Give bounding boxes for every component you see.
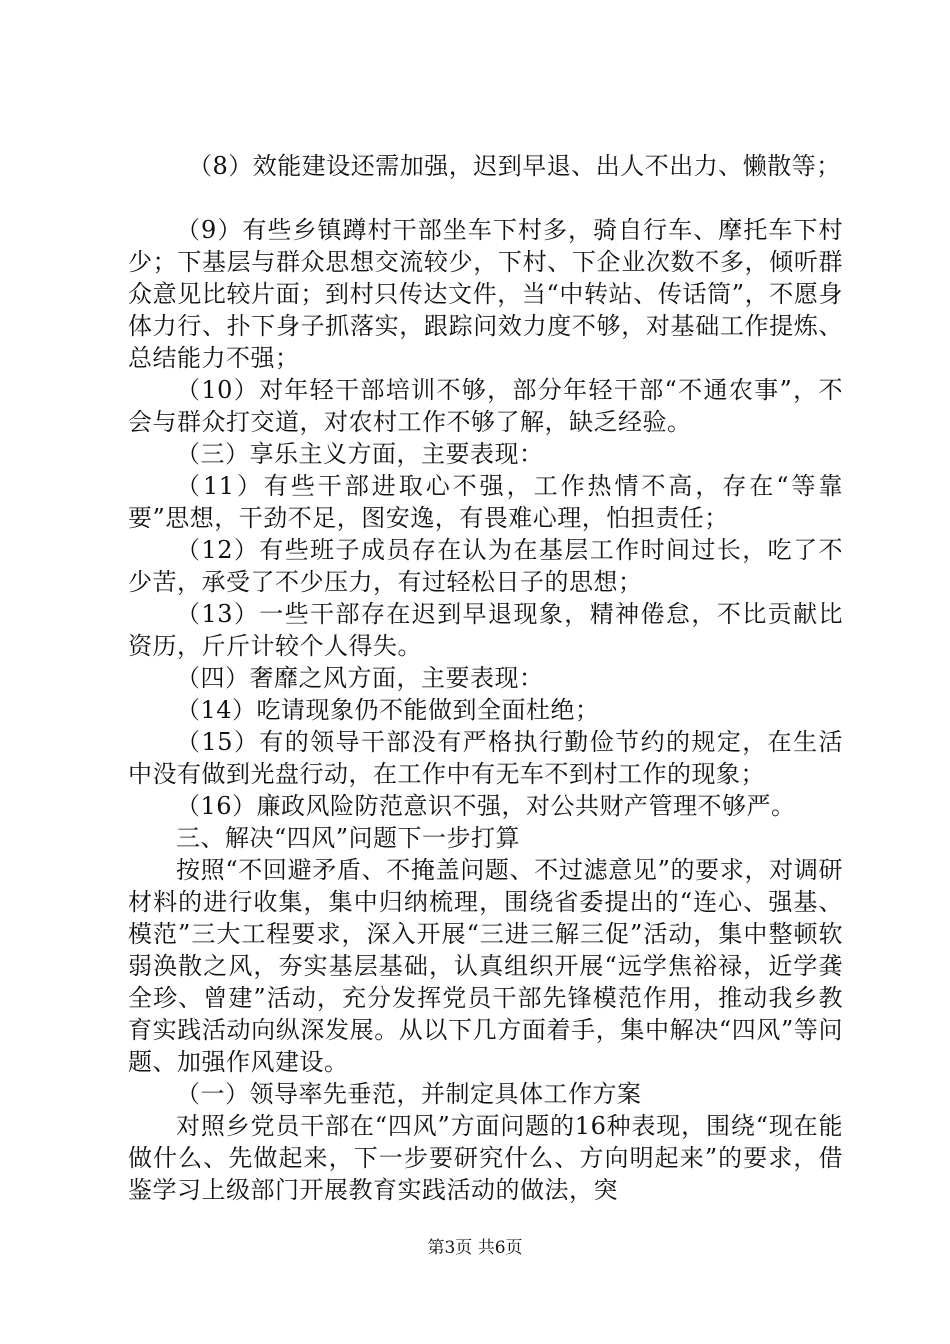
section-heading-hedonism: （三）享乐主义方面，主要表现： [176,440,544,468]
document-body [128,150,843,1206]
paragraph-next-steps-intro: 按照“不回避矛盾、不掩盖问题、不过滤意见”的要求，对调研材料的进行收集，集中归纳梳理，围绕省委提出的“连心、强基、模范”三大工程要求，深入开展“三进三解三促”活动，集中整顿软弱涣散之风，夯实基层基础，认真组织开展“远学焦裕禄，近学龚全珍、曾建”活动，充分发挥党员干部先锋模范作用，推动我乡教育实践活动向纵深发展。从以下几方面着手，集中解决“四风”等问题、加强作风建设。 [128,856,843,1076]
page-footer: 第3页 共6页 [427,1238,523,1258]
paragraph-item-13: （13）一些干部存在迟到早退现象，精神倦怠，不比贡献比资历，斤斤计较个人得失。 [128,600,843,660]
paragraph-item-12: （12）有些班子成员存在认为在基层工作时间过长，吃了不少苦，承受了不少压力，有过轻松日子的思想； [128,536,843,596]
paragraph-item-9: （9）有些乡镇蹲村干部坐车下村多，骑自行车、摩托车下村少；下基层与群众思想交流较少，下村、下企业次数不多，倾听群众意见比较片面；到村只传达文件，当“中转站、传话筒”，不愿身体力行、扑下身子抓落实，跟踪问效力度不够，对基础工作提炼、总结能力不强； [128,216,843,372]
paragraph-leadership-plan: 对照乡党员干部在“四风”方面问题的16种表现，围绕“现在能做什么、先做起来，下一步要研究什么、方向明起来”的要求，借鉴学习上级部门开展教育实践活动的做法，突 [128,1112,843,1204]
section-heading-leadership: （一）领导率先垂范，并制定具体工作方案 [176,1080,642,1108]
paragraph-item-10: （10）对年轻干部培训不够，部分年轻干部“不通农事”，不会与群众打交道，对农村工作不够了解，缺乏经验。 [128,376,843,436]
paragraph-item-8: （8）效能建设还需加强，迟到早退、出人不出力、懒散等； [188,152,841,180]
paragraph-item-11: （11）有些干部进取心不强，工作热情不高，存在“等靠要”思想，干劲不足，图安逸，有畏难心理，怕担责任； [128,472,843,532]
section-heading-extravagance: （四）奢靡之风方面，主要表现： [176,664,544,692]
chapter-heading-next-steps: 三、解决“四风”问题下一步打算 [176,824,521,852]
paragraph-item-14: （14）吃请现象仍不能做到全面杜绝； [176,696,600,724]
paragraph-item-16: （16）廉政风险防范意识不强，对公共财产管理不够严。 [176,792,796,820]
paragraph-item-15: （15）有的领导干部没有严格执行勤俭节约的规定，在生活中没有做到光盘行动，在工作中有无车不到村工作的现象； [128,728,843,788]
